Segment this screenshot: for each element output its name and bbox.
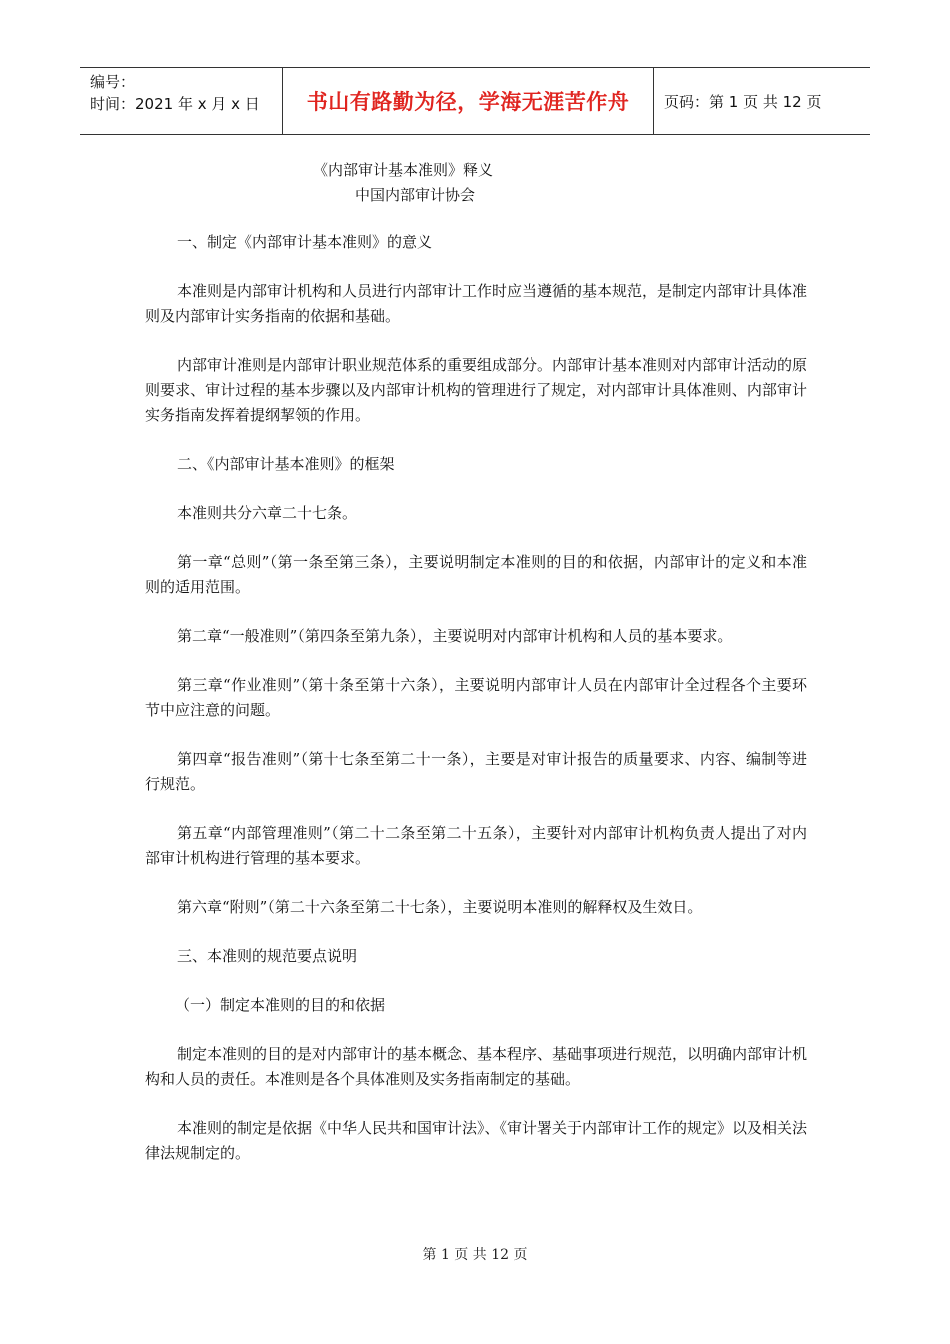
chapter-paragraph-4: 第四章“报告准则”（第十七条至第二十一条），主要是对审计报告的质量要求、内容、编制等进行规范。: [145, 750, 807, 793]
chapter-paragraph-3: 第三章“作业准则”（第十条至第十六条），主要说明内部审计人员在内部审计全过程各个主要环节中应注意的问题。: [145, 676, 807, 719]
chapter-paragraph-6: 第六章“附则”（第二十六条至第二十七条），主要说明本准则的解释权及生效日。: [177, 898, 703, 916]
paragraph: 制定本准则的目的是对内部审计的基本概念、基本程序、基础事项进行规范，以明确内部审计机构和人员的责任。本准则是各个具体准则及实务指南制定的基础。: [145, 1045, 808, 1088]
chapter-paragraph-5: 第五章“内部管理准则”（第二十二条至第二十五条），主要针对内部审计机构负责人提出了对内部审计机构进行管理的基本要求。: [145, 824, 807, 867]
header-page-info: [654, 68, 870, 134]
paragraph: 本准则共分六章二十七条。: [177, 504, 358, 522]
document-number-label: 编号：: [90, 73, 136, 91]
subsection-heading-1: （一）制定本准则的目的和依据: [175, 996, 386, 1014]
document-body: [145, 158, 807, 1190]
document-date-label: 时间：2021 年 x 月 x 日: [90, 95, 260, 113]
page-footer: [0, 1244, 950, 1264]
section-heading-3: 三、本准则的规范要点说明: [177, 947, 358, 965]
paragraph: 内部审计准则是内部审计职业规范体系的重要组成部分。内部审计基本准则对内部审计活动的原则要求、审计过程的基本步骤以及内部审计机构的管理进行了规定，对内部审计具体准则、内部审计实务指南发挥着提纲挈领的作用。: [145, 356, 808, 424]
page-header: [80, 67, 870, 135]
section-heading-1: 一、制定《内部审计基本准则》的意义: [177, 233, 433, 251]
document-title: 《内部审计基本准则》释义: [313, 161, 494, 179]
paragraph: 本准则的制定是依据《中华人民共和国审计法》、《审计署关于内部审计工作的规定》以及相关法律法规制定的。: [145, 1119, 808, 1162]
page-info-text: 页码：第 1 页 共 12 页: [664, 92, 822, 111]
document-subtitle: 中国内部审计协会: [355, 186, 476, 204]
chapter-paragraph-1: 第一章“总则”（第一条至第三条），主要说明制定本准则的目的和依据，内部审计的定义和本准则的适用范围。: [145, 553, 807, 596]
header-motto-cell: [282, 68, 654, 134]
footer-page-number: 第 1 页 共 12 页: [422, 1247, 528, 1263]
header-meta: [80, 68, 282, 134]
paragraph: 本准则是内部审计机构和人员进行内部审计工作时应当遵循的基本规范，是制定内部审计具体准则及内部审计实务指南的依据和基础。: [145, 282, 808, 325]
header-motto: 书山有路勤为径，学海无涯苦作舟: [306, 90, 630, 114]
chapter-paragraph-2: 第二章“一般准则”（第四条至第九条），主要说明对内部审计机构和人员的基本要求。: [177, 627, 733, 645]
section-heading-2: 二、《内部审计基本准则》的框架: [177, 455, 395, 473]
